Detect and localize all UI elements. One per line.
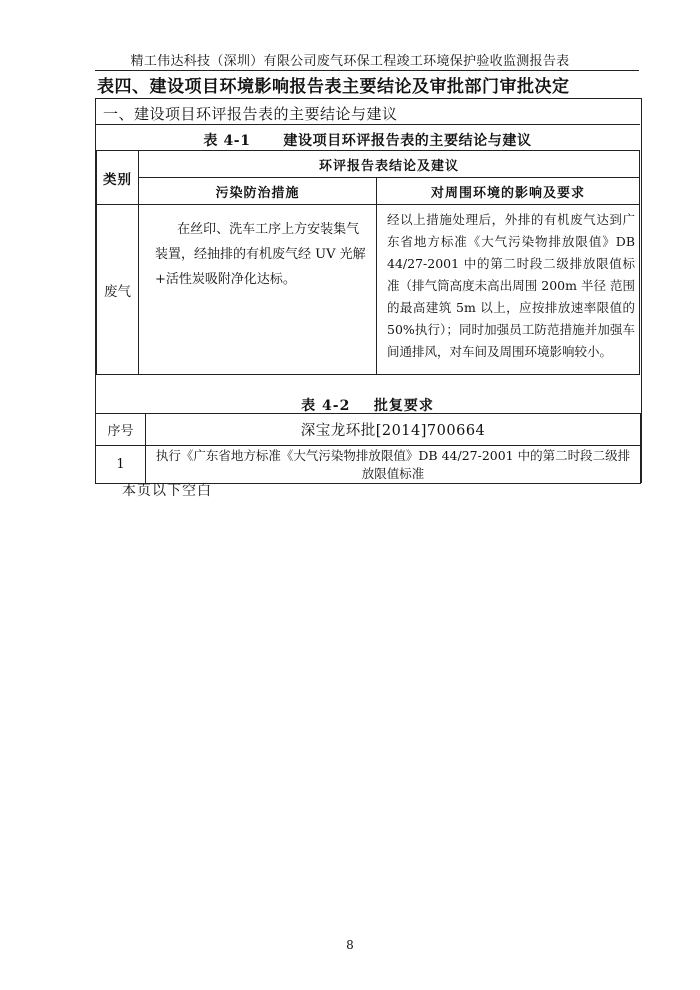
blank-note: 本页以下空白 xyxy=(122,483,212,499)
row-measures xyxy=(139,205,377,375)
row-measures-text: 在丝印、洗车工序上方安装集气装置，经抽排的有机废气经 UV 光解+活性炭吸附净化达标。 xyxy=(155,222,366,287)
table2-number: 表 4-2 xyxy=(301,398,351,414)
table1-title xyxy=(95,130,640,150)
section-title-rule xyxy=(95,124,640,125)
col-group-header: 环评报告表结论及建议 xyxy=(139,151,640,178)
section-title: 一、建设项目环评报告表的主要结论与建议 xyxy=(103,105,398,123)
col-impact-header: 对周围环境的影响及要求 xyxy=(377,178,640,205)
page-number: 8 xyxy=(346,938,354,952)
approval-number: 深宝龙环批[2014]700664 xyxy=(146,414,641,446)
col-no-header: 序号 xyxy=(96,414,146,446)
chapter-title: 表四、建设项目环境影响报告表主要结论及审批部门审批决定 xyxy=(97,77,570,97)
col-measures-header: 污染防治措施 xyxy=(139,178,377,205)
row-requirement: 执行《广东省地方标准《大气污染物排放限值》DB 44/27-2001 中的第二时段二级排放限值标准 xyxy=(146,446,641,484)
approval-table xyxy=(95,413,641,484)
conclusions-table xyxy=(96,150,640,375)
table1-number: 表 4-1 xyxy=(203,133,251,149)
table2-title xyxy=(95,395,640,415)
running-header: 精工伟达科技（深圳）有限公司废气环保工程竣工环境保护验收监测报告表 xyxy=(130,54,570,69)
row-category: 废气 xyxy=(97,205,139,375)
table2-caption: 批复要求 xyxy=(373,398,434,414)
header-rule xyxy=(95,70,639,71)
table1-caption: 建设项目环评报告表的主要结论与建议 xyxy=(283,133,532,149)
row-no: 1 xyxy=(96,446,146,484)
col-category-header: 类别 xyxy=(97,151,139,205)
row-impact: 经以上措施处理后，外排的有机废气达到广东省地方标准《大气污染物排放限值》DB 44/27-2001 中的第二时段二级排放限值标准（排气筒高度未高出周围 200m 半径 范围的最高建筑 5m 以上，应按排放速率限值的 50%执行）；同时加强员工防范措施并加强车间通排风，对车间及周围环境影响较小。 xyxy=(377,205,640,375)
